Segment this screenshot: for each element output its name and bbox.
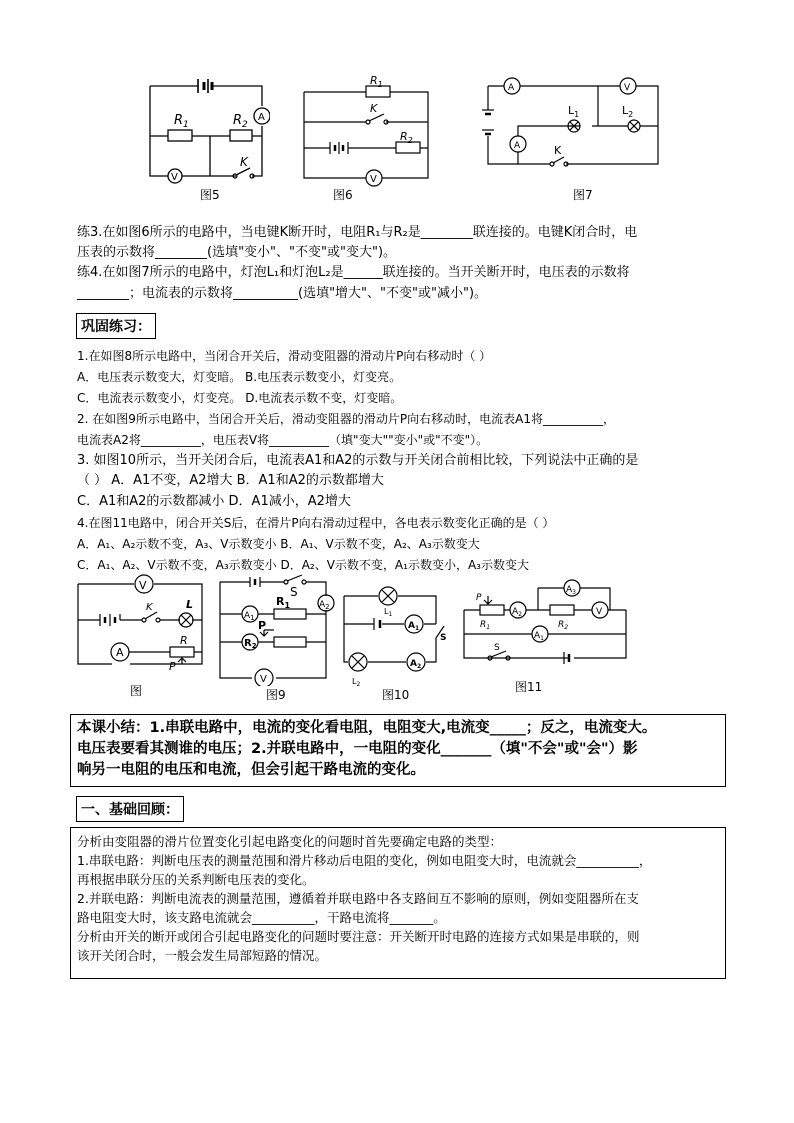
lamp-label: L: [186, 598, 194, 611]
question-1-options-ab: A．电压表示数变大，灯变暗。 B.电压表示数变小，灯变亮。: [77, 370, 402, 384]
rheostat-label: R: [180, 634, 188, 647]
a1-label: A: [244, 611, 251, 621]
svg-text:R2: $R_2$: [244, 638, 257, 650]
voltmeter-label: V: [370, 174, 377, 185]
exercise-3-line-1: 练3.在如图6所示的电路中，当电键K断开时，电阻R₁与R₂是________联连接的。电键K闭合时，电: [77, 225, 638, 240]
lesson-summary-box: [70, 714, 726, 787]
figure-9-caption: 图9: [266, 688, 286, 702]
figure-5-circuit: [140, 76, 270, 186]
switch-label: S: [440, 633, 447, 643]
question-3-line-3: C．A1和A2的示数都减小 D．A1减小，A2增大: [77, 494, 351, 509]
svg-text:A1: $A_1$: [244, 611, 255, 622]
basics-line-1: 分析由变阻器的滑片位置变化引起电路变化的问题时首先要确定电路的类型：: [77, 834, 503, 849]
ammeter-label: A: [116, 646, 124, 659]
svg-text:L2: $L_2$: [622, 104, 634, 119]
switch-label: K: [240, 155, 248, 169]
exercise-4-line-2: ________；电流表的示数将__________(选填"增大"、"不变"或"减小")。: [77, 286, 488, 301]
summary-line-1: 本课小结：1.串联电路中，电流的变化看电阻，电阻变大,电流变_____；反之，电流变大。: [77, 720, 657, 736]
figure-11-caption: 图11: [515, 680, 543, 694]
figure-11-circuit: [460, 574, 630, 670]
figure-5-caption: 图5: [200, 188, 220, 202]
r1-label: R: [174, 113, 184, 128]
r1-label: R: [276, 595, 285, 608]
svg-text:A1: $A_1$: [534, 631, 544, 642]
figure-9-circuit: [214, 574, 340, 686]
r2-label: R: [233, 113, 243, 128]
svg-text:A3: $A_3$: [566, 585, 576, 596]
basics-line-5: 路电阻变大时，该支路电流就会__________，干路电流将_______。: [77, 910, 446, 925]
question-4-line-1: 4.在图11电路中，闭合开关S后，在滑片P向右滑动过程中，各电表示数变化正确的是（ ）: [77, 516, 555, 530]
svg-text:L1: $L_1$: [384, 607, 393, 618]
switch-label: K: [146, 602, 153, 613]
voltmeter-label: V: [624, 83, 631, 93]
question-2-line-2: 电流表A2将__________，电压表V将__________（填"变大""变小"或"不变"）。: [77, 433, 489, 447]
summary-line-3: 响另一电阻的电压和电流，但会引起干路电流的变化。: [77, 762, 425, 778]
basics-line-4: 2.并联电路：判断电流表的测量范围，遵循着并联电路中各支路间互不影响的原则，例如变阻器所在支: [77, 891, 639, 906]
basics-line-6: 分析由开关的断开或闭合引起电路变化的问题时要注意：开关断开时电路的连接方式如果是串联的，则: [77, 929, 640, 944]
switch-label: S: [290, 585, 298, 599]
question-1: 1.在如图8所示电路中，当闭合开关后，滑动变阻器的滑动片P向右移动时（ ）: [77, 349, 492, 363]
r1-label: R: [370, 76, 378, 87]
figure-8-caption: 图: [130, 684, 143, 698]
basics-line-2: 1.串联电路：判断电压表的测量范围和滑片移动后电阻的变化，例如电阻变大时，电流就会__________，: [77, 853, 652, 868]
r2-label: R: [558, 620, 565, 630]
switch-label: K: [370, 102, 378, 115]
slider-label: P: [169, 660, 176, 673]
l2-label: L: [622, 104, 629, 117]
r2-label: R: [400, 130, 408, 143]
voltmeter-label: V: [596, 607, 603, 617]
svg-text:R1: $R_1$: [480, 620, 491, 631]
question-3-line-2: （ ） A．A1不变，A2增大 B．A1和A2的示数都增大: [77, 473, 384, 488]
svg-text:R2: $R_2$: [400, 130, 413, 145]
svg-text:R1: $R_1$: [174, 113, 189, 130]
svg-text:A2: $A_2$: [410, 659, 422, 670]
figure-7-caption: 图7: [573, 188, 593, 202]
summary-line-2: 电压表要看其测谁的电压；2.并联电路中，一电阻的变化_______（填"不会"或"会"）影: [77, 741, 638, 757]
question-4-line-3: C．A₁、A₂、V示数不变，A₃示数变小 D．A₂、V示数不变，A₁示数变小，A₃示数变大: [77, 558, 529, 572]
voltmeter-label: V: [171, 172, 178, 183]
a2-label: A: [410, 659, 417, 669]
ammeter-left-label: A: [514, 141, 521, 151]
switch-label: K: [554, 144, 562, 157]
a1-label: A: [534, 631, 541, 641]
svg-text:A2: $A_2$: [319, 600, 330, 611]
svg-text:L2: $L_2$: [352, 677, 361, 688]
a2-label: A: [512, 607, 519, 617]
ammeter-top-label: A: [508, 83, 515, 93]
question-2-line-1: 2. 在如图9所示电路中，当闭合开关后，滑动变阻器的滑动片P向右移动时，电流表A1将__________，: [77, 412, 615, 426]
figure-10-caption: 图10: [382, 688, 410, 702]
svg-text:R1: $R_1$: [370, 76, 383, 89]
basics-heading: 一、基础回顾：: [76, 796, 184, 822]
figure-8-circuit: [74, 574, 209, 674]
l2-label: L: [352, 677, 357, 686]
svg-text:R2: $R_2$: [558, 620, 569, 631]
l1-label: L: [384, 607, 389, 616]
figure-6-caption: 图6: [333, 188, 353, 202]
figure-10-circuit: [336, 576, 456, 688]
question-4-line-2: A．A₁、A₂示数不变，A₃、V示数变小 B．A₁、V示数不变，A₂、A₃示数变大: [77, 537, 480, 551]
svg-text:L1: $L_1$: [568, 104, 580, 119]
ammeter-label: A: [258, 112, 265, 123]
consolidation-heading: 巩固练习：: [76, 313, 156, 339]
voltmeter-label: V: [260, 674, 267, 685]
basics-review-box: [70, 827, 726, 979]
slider-label: P: [258, 619, 267, 632]
svg-text:R2: $R_2$: [233, 113, 248, 130]
slider-label: P: [476, 593, 482, 603]
svg-text:R1: $R_1$: [276, 595, 291, 610]
l1-label: L: [568, 104, 575, 117]
figure-6-circuit: [296, 76, 436, 188]
figure-7-circuit: [476, 74, 666, 174]
svg-text:A1: $A_1$: [408, 621, 420, 632]
r1-label: R: [480, 620, 487, 630]
basics-line-3: 再根据串联分压的关系判断电压表的变化。: [77, 872, 315, 887]
a3-label: A: [566, 585, 573, 595]
question-1-options-cd: C．电流表示数变小，灯变亮。 D.电流表示数不变，灯变暗。: [77, 391, 403, 405]
exercise-3-line-2: 压表的示数将________(选填"变小"、"不变"或"变大")。: [77, 245, 397, 260]
voltmeter-label: V: [139, 579, 147, 592]
question-3-line-1: 3. 如图10所示，当开关闭合后，电流表A1和A2的示数与开关闭合前相比较，下列说法中正确的是: [77, 453, 639, 468]
exercise-4-line-1: 练4.在如图7所示的电路中，灯泡L₁和灯泡L₂是______联连接的。当开关断开时，电压表的示数将: [77, 265, 630, 280]
basics-line-7: 该开关闭合时，一般会发生局部短路的情况。: [77, 948, 328, 963]
a1-label: A: [408, 621, 415, 631]
a2-label: A: [319, 600, 326, 610]
switch-label: S: [494, 643, 500, 653]
svg-text:A2: $A_2$: [512, 607, 522, 618]
